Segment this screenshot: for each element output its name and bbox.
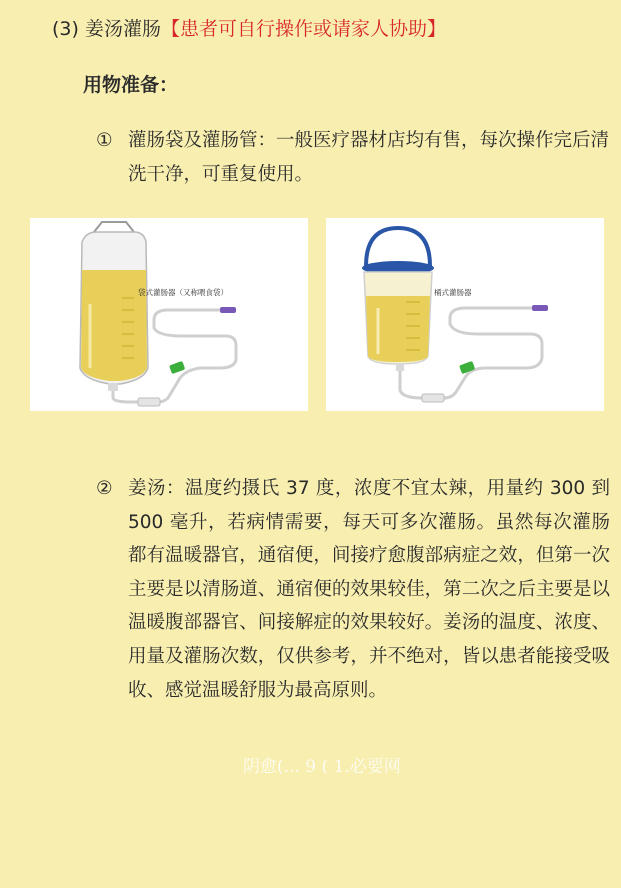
bag-enema-illustration <box>30 218 308 411</box>
bag-caption: 袋式灌肠器（又称喂食袋） <box>138 288 228 297</box>
item-2-text: 姜汤：温度约摄氏 37 度，浓度不宜太辣，用量约 300 到 500 毫升，若病情需要，每天可多次灌肠。虽然每次灌肠都有温暖器官，通宿便，间接疗愈腹部病症之效，但第一次主要是以清肠道、通宿便的效果较佳，第二次之后主要是以温暖腹部器官、间接解症的效果较好。姜汤的温度、浓度、用量及灌肠次数，仅供参考，并不绝对，皆以患者能接受吸收、感觉温暖舒服为最高原则。 <box>128 478 610 701</box>
bucket-enema-illustration <box>326 218 604 411</box>
item-1-text: 灌肠袋及灌肠管：一般医疗器材店均有售，每次操作完后清洗干净，可重复使用。 <box>128 130 610 185</box>
bag-enema-figure <box>30 218 308 411</box>
materials-heading: 用物准备： <box>83 74 179 96</box>
section-heading <box>52 16 446 42</box>
bucket-enema-figure <box>326 218 604 411</box>
section-highlight: 【患者可自行操作或请家人协助】 <box>160 18 446 40</box>
section-title: (3) 姜汤灌肠 <box>52 18 161 40</box>
item-2-number: ② <box>96 478 113 499</box>
watermark: 阴愈(... 9 ( 1.必要网 <box>243 757 401 777</box>
item-1-number: ① <box>96 130 113 151</box>
bucket-caption: 桶式灌肠器 <box>434 288 472 297</box>
